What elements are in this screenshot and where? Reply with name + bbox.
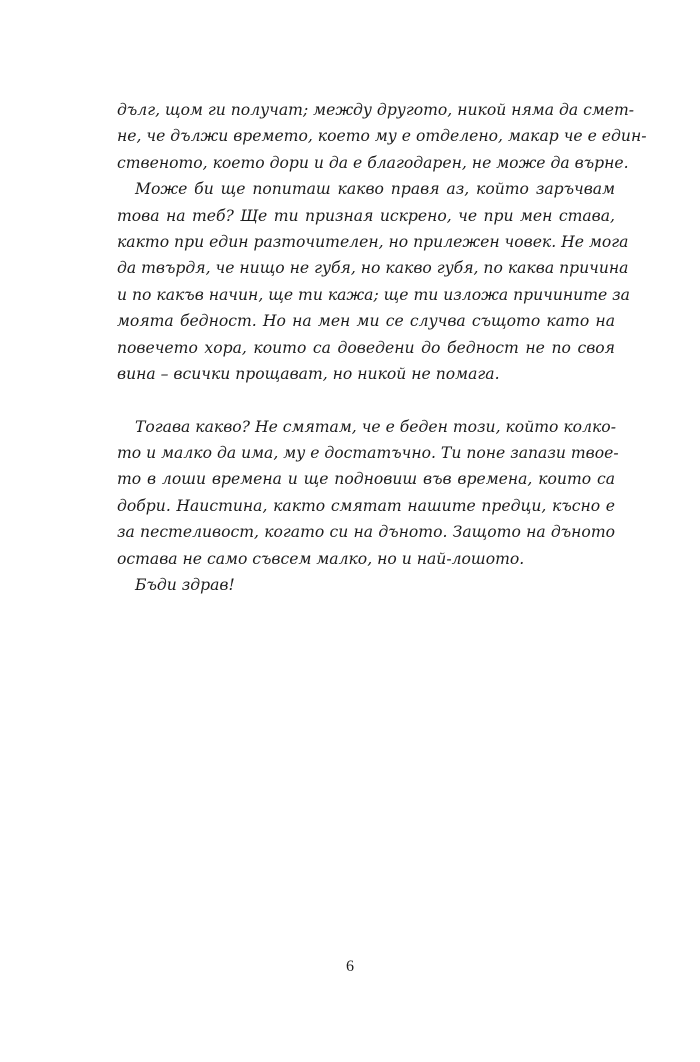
text-line: добри. Наистина, както смятат нашите предци, късно е (117, 496, 615, 515)
paragraph (117, 572, 615, 598)
text-line: не, че дължи времето, което му е отделено, макар че е един- (117, 127, 647, 146)
text-line: вина – всички прощават, но никой не помага. (117, 364, 500, 383)
text-line: това на теб? Ще ти призная искрено, че при мен става, (117, 206, 615, 225)
text-line: то в лоши времена и ще подновиш във времена, които са (117, 470, 615, 489)
text-line: да твърдя, че нищо не губя, но какво губя, по каква причина (117, 259, 629, 278)
paragraph-gap (117, 387, 615, 413)
text-line: Тогава какво? Не смятам, че е беден този, който колко- (135, 417, 616, 436)
text-line: и по какъв начин, ще ти кажа; ще ти изложа причините за (117, 285, 630, 304)
paragraph (117, 414, 619, 572)
page-number: 6 (346, 958, 354, 975)
body-text (117, 97, 647, 598)
text-line: повечето хора, които са доведени до бедност не по своя (117, 338, 615, 357)
text-line: ственото, което дори и да е благодарен, не може да върне. (117, 153, 629, 172)
text-line: остава не само съвсем малко, но и най-лошото. (117, 549, 525, 568)
paragraph (117, 176, 630, 387)
text-line: дълг, щом ги получат; между другото, никой няма да смет- (117, 101, 635, 119)
text-line: моята бедност. Но на мен ми се случва същото като на (117, 312, 615, 331)
text-line: Може би ще попиташ какво правя аз, който заръчвам (135, 180, 615, 199)
text-line: както при един разточителен, но прилежен човек. Не мога (117, 232, 629, 251)
paragraph (117, 97, 647, 176)
text-line: за пестеливост, когато си на дъното. Защото на дъното (117, 523, 615, 542)
text-line: Бъди здрав! (135, 576, 235, 595)
text-line: то и малко да има, му е достатъчно. Ти поне запази твое- (117, 444, 619, 463)
